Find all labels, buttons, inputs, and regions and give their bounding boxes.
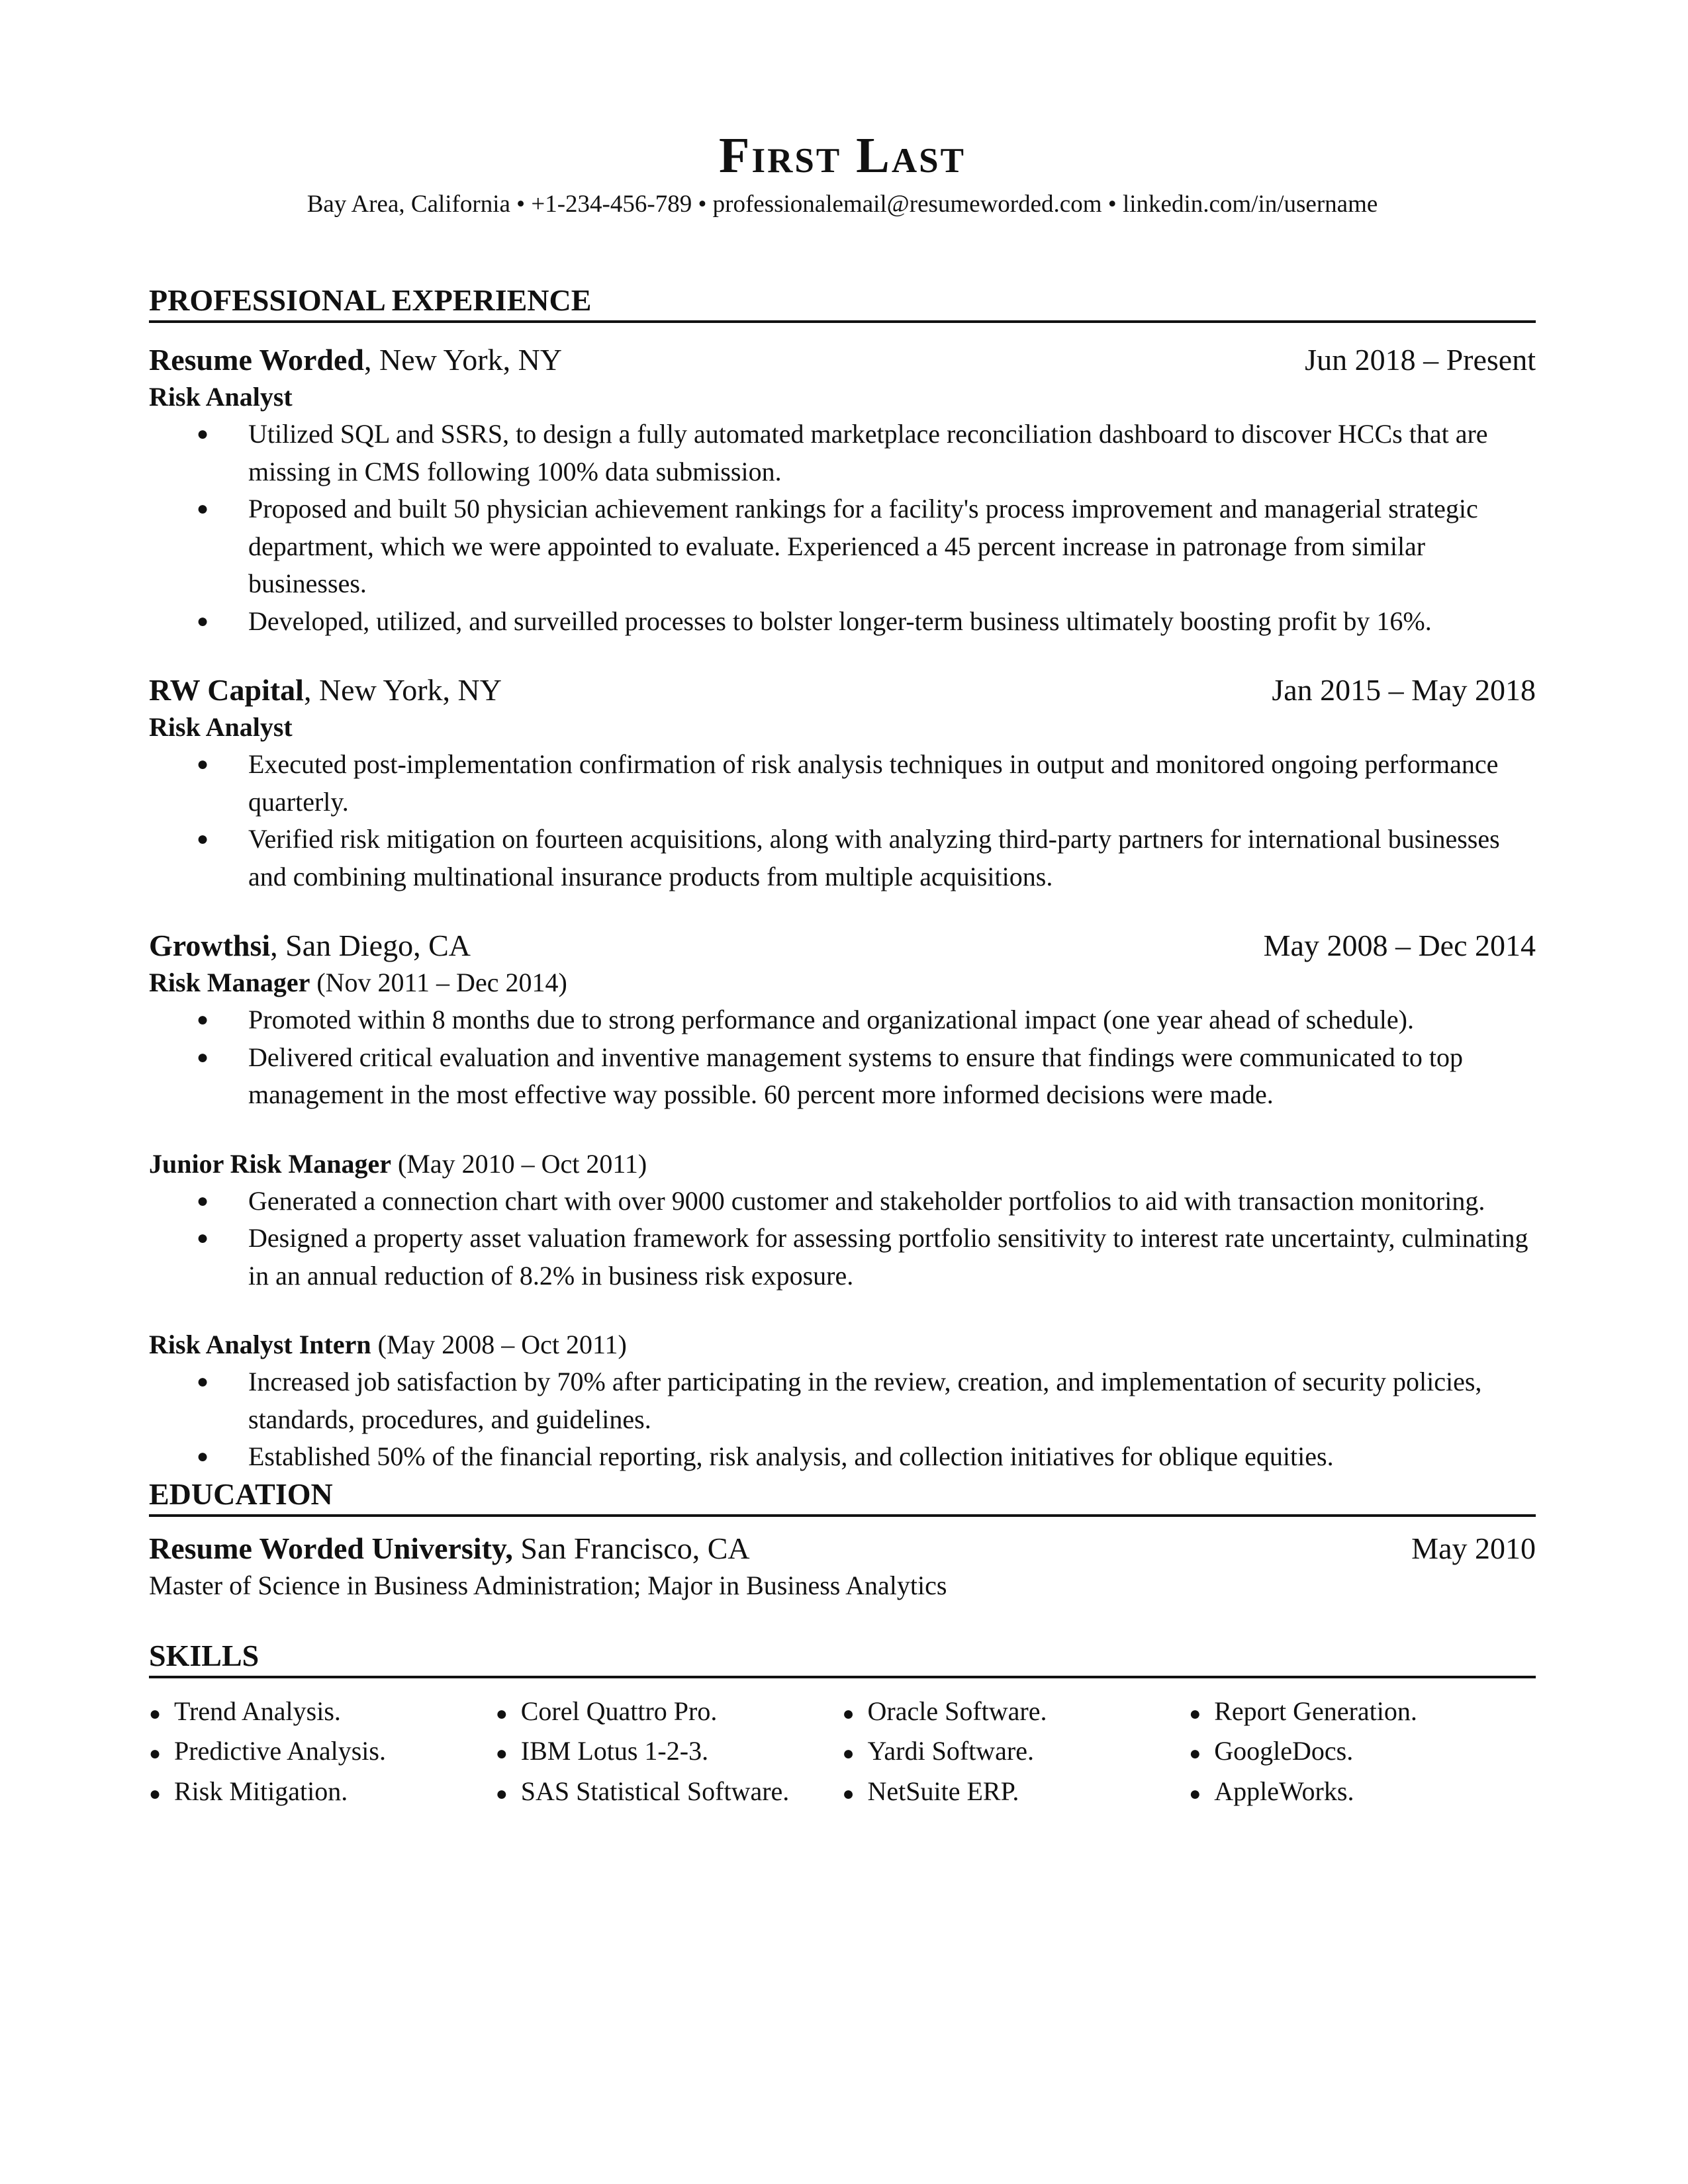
bullet-icon: ● <box>149 1702 162 1725</box>
bullet-icon: ● <box>197 423 209 445</box>
bullet-icon: ● <box>1189 1743 1201 1764</box>
education-section <box>149 1476 1536 1604</box>
company-name: Resume Worded <box>149 343 364 377</box>
skill-item: ● Trend Analysis. <box>149 1693 496 1733</box>
school-location: San Francisco, CA <box>512 1531 750 1565</box>
bullet-icon: ● <box>842 1702 855 1725</box>
list-item: ● Designed a property asset valuation framework for assessing portfolio sensitivity to interest rate uncertainty, culminating in an annual reduction of 8.2% in business risk exposure. <box>149 1220 1536 1295</box>
job-entry <box>149 341 1536 640</box>
bullet-icon: ● <box>197 753 209 775</box>
job-header <box>149 341 1536 379</box>
bullet-icon: ● <box>495 1702 508 1725</box>
job-org <box>149 672 502 709</box>
list-item: ● Developed, utilized, and surveilled processes to bolster longer-term business ultimately boosting profit by 16%. <box>149 603 1536 641</box>
bullet-icon: ● <box>197 1189 209 1212</box>
education-date: May 2010 <box>1411 1531 1536 1565</box>
company-location: , New York, NY <box>364 343 563 377</box>
list-item: ● Executed post-implementation confirmation of risk analysis techniques in output and monitored ongoing performance quarterly. <box>149 746 1536 821</box>
bullet-icon: ● <box>197 1009 209 1030</box>
role-title: Risk Manager (Nov 2011 – Dec 2014) <box>149 968 567 997</box>
skills-grid <box>149 1693 1536 1813</box>
bullet-list <box>149 1363 1536 1476</box>
skills-column <box>496 1693 843 1813</box>
role-title: Risk Analyst Intern (May 2008 – Oct 2011) <box>149 1330 627 1359</box>
job-dates: May 2008 – Dec 2014 <box>1263 929 1536 962</box>
company-location: , New York, NY <box>303 673 502 707</box>
job-dates: Jan 2015 – May 2018 <box>1272 673 1536 707</box>
skill-item: ● Oracle Software. <box>843 1693 1190 1733</box>
section-title-education: EDUCATION <box>149 1476 1536 1517</box>
resume-page <box>149 126 1536 1813</box>
skill-item: ● NetSuite ERP. <box>843 1773 1190 1813</box>
degree-line: Master of Science in Business Administration; Major in Business Analytics <box>149 1570 947 1600</box>
role-title: Risk Analyst <box>149 712 293 742</box>
education-header <box>149 1530 1536 1567</box>
list-item: ● Established 50% of the financial reporting, risk analysis, and collection initiatives for oblique equities. <box>149 1438 1536 1476</box>
skill-item: ● Yardi Software. <box>843 1733 1190 1773</box>
school-name: Resume Worded University, <box>149 1531 513 1565</box>
bullet-icon: ● <box>1189 1702 1201 1725</box>
skills-section <box>149 1637 1536 1813</box>
bullet-icon: ● <box>197 498 209 520</box>
candidate-name: First Last <box>719 128 966 183</box>
list-item: ● Generated a connection chart with over 9000 customer and stakeholder portfolios to aid with transaction monitoring. <box>149 1183 1536 1220</box>
job-header <box>149 672 1536 709</box>
skill-item: ● AppleWorks. <box>1189 1773 1536 1813</box>
role-title: Risk Analyst <box>149 382 293 412</box>
company-location: , San Diego, CA <box>270 929 471 962</box>
job-dates: Jun 2018 – Present <box>1305 343 1536 377</box>
skills-column <box>149 1693 496 1813</box>
bullet-list <box>149 1183 1536 1295</box>
skill-item: ● Risk Mitigation. <box>149 1773 496 1813</box>
job-entry <box>149 927 1536 1476</box>
list-item: ● Verified risk mitigation on fourteen acquisitions, along with analyzing third-party partners for international businesses and combining multinational insurance products from multiple acquisitions. <box>149 821 1536 895</box>
job-org <box>149 927 471 964</box>
company-name: RW Capital <box>149 673 304 707</box>
education-org <box>149 1530 750 1567</box>
bullet-list <box>149 1001 1536 1114</box>
job-header <box>149 927 1536 964</box>
skill-item: ● Predictive Analysis. <box>149 1733 496 1773</box>
bullet-list <box>149 416 1536 640</box>
contact-line: Bay Area, California • +1-234-456-789 • professionalemail@resumeworded.com • linkedin.com/in/username <box>306 191 1378 218</box>
bullet-icon: ● <box>842 1782 855 1805</box>
experience-section <box>149 282 1536 1476</box>
bullet-icon: ● <box>197 828 209 850</box>
bullet-list <box>149 746 1536 895</box>
bullet-icon: ● <box>495 1743 508 1764</box>
bullet-icon: ● <box>197 1445 209 1467</box>
list-item: ● Utilized SQL and SSRS, to design a fully automated marketplace reconciliation dashboard to discover HCCs that are missing in CMS following 100% data submission. <box>149 416 1536 490</box>
job-org <box>149 341 562 379</box>
bullet-icon: ● <box>495 1782 508 1805</box>
skill-item: ● GoogleDocs. <box>1189 1733 1536 1773</box>
skill-item: ● Corel Quattro Pro. <box>496 1693 843 1733</box>
bullet-icon: ● <box>197 610 209 632</box>
list-item: ● Promoted within 8 months due to strong performance and organizational impact (one year ahead of schedule). <box>149 1001 1536 1039</box>
bullet-icon: ● <box>842 1743 855 1764</box>
skill-item: ● SAS Statistical Software. <box>496 1773 843 1813</box>
role-title: Junior Risk Manager (May 2010 – Oct 2011) <box>149 1148 647 1179</box>
bullet-icon: ● <box>197 1371 209 1392</box>
section-title-skills: SKILLS <box>149 1637 1536 1678</box>
skills-column <box>1189 1693 1536 1813</box>
company-name: Growthsi <box>149 929 271 962</box>
list-item: ● Proposed and built 50 physician achievement rankings for a facility's process improvement and managerial strategic department, which we were appointed to evaluate. Experienced a 45 percent increase in patronage from similar businesses. <box>149 490 1536 603</box>
list-item: ● Delivered critical evaluation and inventive management systems to ensure that findings were communicated to top management in the most effective way possible. 60 percent more informed decisions were made. <box>149 1039 1536 1114</box>
skill-item: ● Report Generation. <box>1189 1693 1536 1733</box>
bullet-icon: ● <box>149 1743 162 1764</box>
bullet-icon: ● <box>197 1227 209 1249</box>
job-entry <box>149 672 1536 895</box>
list-item: ● Increased job satisfaction by 70% after participating in the review, creation, and implementation of security policies, standards, procedures, and guidelines. <box>149 1363 1536 1438</box>
bullet-icon: ● <box>149 1782 162 1805</box>
bullet-icon: ● <box>197 1046 209 1068</box>
section-title-experience: PROFESSIONAL EXPERIENCE <box>149 282 1536 323</box>
skills-column <box>843 1693 1190 1813</box>
skill-item: ● IBM Lotus 1-2-3. <box>496 1733 843 1773</box>
bullet-icon: ● <box>1189 1782 1201 1805</box>
